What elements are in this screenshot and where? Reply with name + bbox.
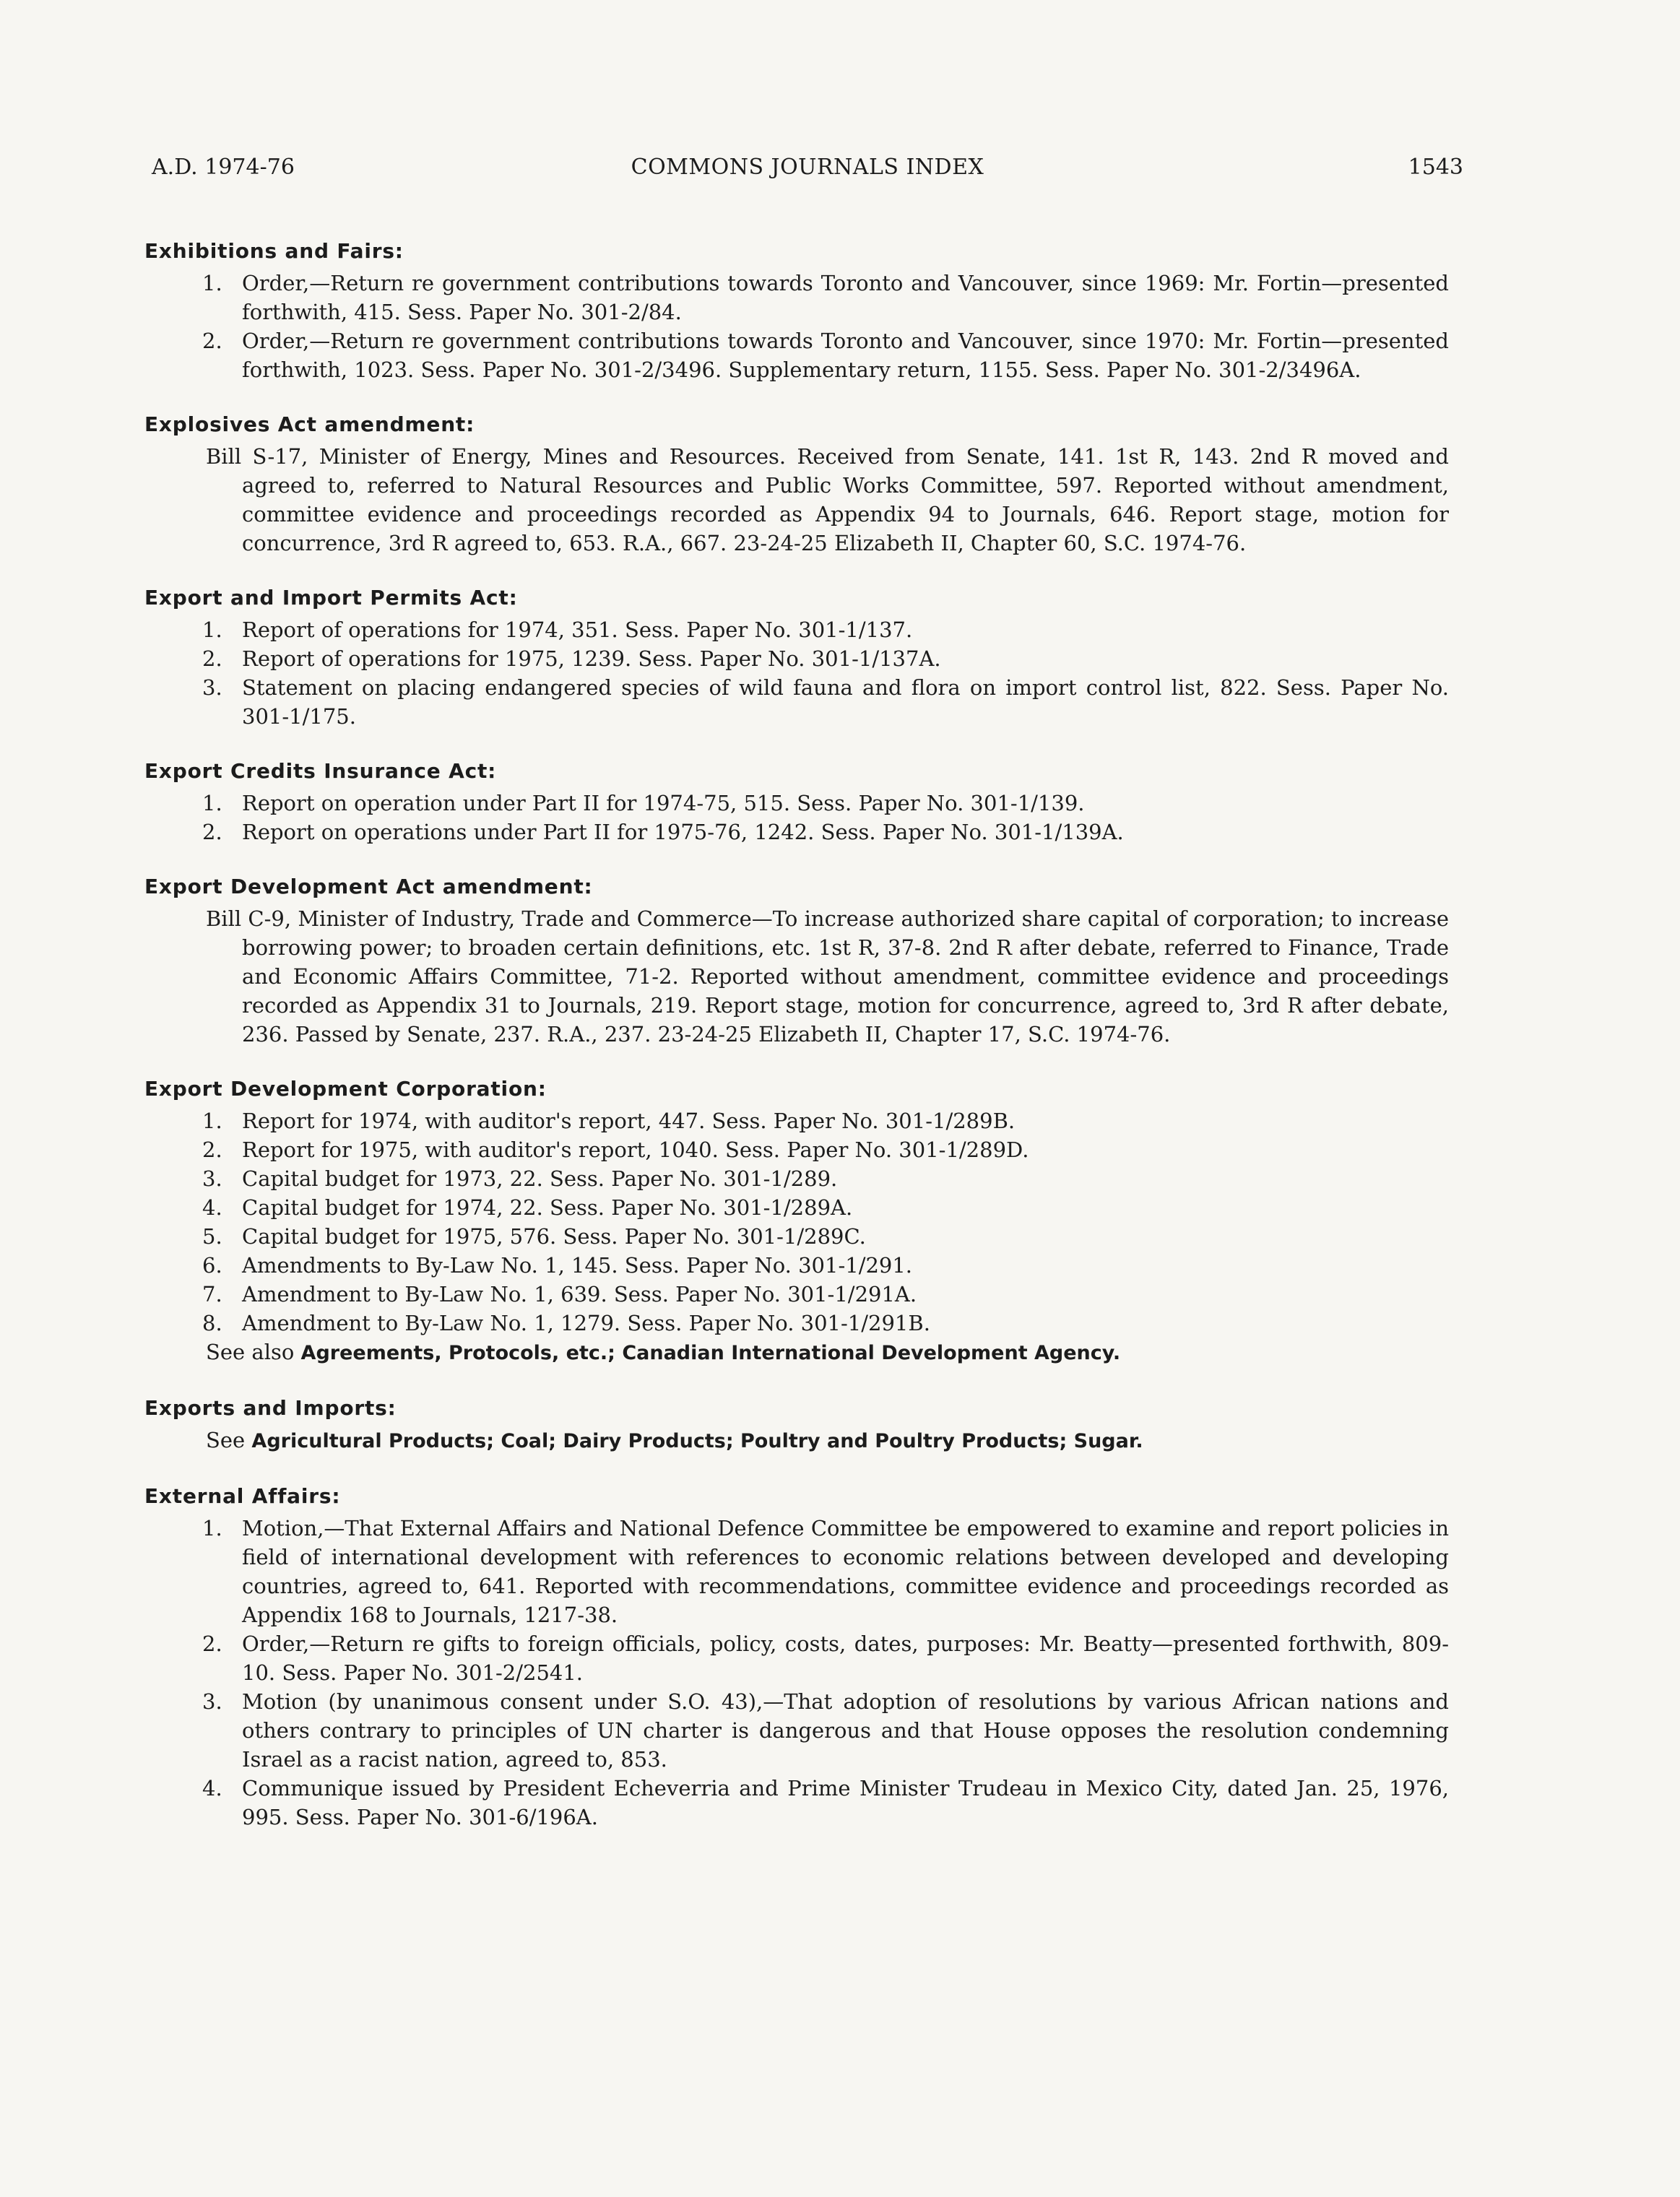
item-text: Order,—Return re government contributions towards Toronto and Vancouver, since 1969: Mr. Fortin—presented forthwith, 415. Sess. Paper No. 301-2/84. [242,271,1449,324]
index-content [144,237,1449,1858]
list-item [144,644,1449,673]
item-text: Capital budget for 1974, 22. Sess. Paper No. 301-1/289A. [242,1195,853,1220]
list-item [144,326,1449,384]
list-item [144,789,1449,818]
entry-heading: Export and Import Permits Act: [144,586,518,610]
list-item [144,1774,1449,1832]
list-item [144,818,1449,846]
item-number: 2. [202,329,222,353]
index-entry-export-import-permits [144,584,1449,731]
item-text: Report on operations under Part II for 1975-76, 1242. Sess. Paper No. 301-1/139A. [242,820,1124,844]
item-text: Report of operations for 1975, 1239. Sess. Paper No. 301-1/137A. [242,646,941,671]
item-text: Order,—Return re government contributions towards Toronto and Vancouver, since 1970: Mr. Fortin—presented forthwith, 1023. Sess. Paper No. 301-2/3496. Supplementary return, 1155. Sess. Paper No. 301-2/3496A. [242,329,1449,382]
item-number: 8. [202,1311,222,1335]
index-entry-explosives [144,410,1449,558]
item-number: 1. [202,618,222,642]
list-item [144,1222,1449,1251]
list-item [144,673,1449,731]
list-item [144,1687,1449,1774]
item-text: Capital budget for 1975, 576. Sess. Paper No. 301-1/289C. [242,1224,866,1249]
running-head [152,155,1463,191]
list-item [144,1629,1449,1687]
page-number: 1543 [1408,155,1463,180]
item-text: Motion (by unanimous consent under S.O. 43),—That adoption of resolutions by various African nations and others contrary to principles of UN charter is dangerous and that House opposes the resolution condemning Israel as a racist nation, agreed to, 853. [242,1689,1449,1772]
item-text: Order,—Return re gifts to foreign officials, policy, costs, dates, purposes: Mr. Beatty—presented forthwith, 809-10. Sess. Paper No. 301-2/2541. [242,1632,1449,1685]
list-item [144,1135,1449,1164]
header-date-range: A.D. 1974-76 [152,155,295,180]
item-text: Capital budget for 1973, 22. Sess. Paper No. 301-1/289. [242,1166,838,1191]
list-item [144,1514,1449,1629]
see-prefix: See also [206,1340,295,1364]
item-number: 3. [202,1689,222,1714]
entry-heading: Explosives Act amendment: [144,412,475,436]
item-number: 1. [202,1516,222,1540]
item-number: 4. [202,1776,222,1800]
list-item [144,1280,1449,1309]
cross-references: Agreements, Protocols, etc.; Canadian International Development Agency. [300,1342,1121,1364]
item-number: 3. [202,675,222,700]
see-also-reference [144,1338,1449,1368]
item-text: Report of operations for 1974, 351. Sess. Paper No. 301-1/137. [242,618,913,642]
see-prefix: See [206,1428,246,1452]
entry-heading: Export Development Act amendment: [144,875,593,898]
list-item [144,1164,1449,1193]
index-entry-external-affairs [144,1482,1449,1832]
list-item [144,1106,1449,1135]
entry-heading: Exports and Imports: [144,1396,397,1420]
cross-references: Agricultural Products; Coal; Dairy Products; Poultry and Poultry Products; Sugar. [251,1430,1143,1452]
item-number: 2. [202,1632,222,1656]
item-number: 1. [202,1109,222,1133]
item-number: 2. [202,820,222,844]
index-entry-exhibitions [144,237,1449,384]
item-text: Report for 1974, with auditor's report, 447. Sess. Paper No. 301-1/289B. [242,1109,1016,1133]
item-number: 6. [202,1253,222,1278]
entry-heading: Export Credits Insurance Act: [144,759,497,783]
list-item [144,269,1449,326]
see-reference [144,1426,1449,1456]
item-text: Motion,—That External Affairs and National Defence Committee be empowered to examine and report policies in field of international development with references to economic relations between developed and developing countries, agreed to, 641. Reported with recommendations, committee evidence and proceedings recorded as Appendix 168 to Journals, 1217-38. [242,1516,1449,1627]
item-number: 5. [202,1224,222,1249]
item-text: Statement on placing endangered species of wild fauna and flora on import control list, 822. Sess. Paper No. 301-1/175. [242,675,1449,729]
item-number: 3. [202,1166,222,1191]
list-item [144,1251,1449,1280]
entry-paragraph: Bill C-9, Minister of Industry, Trade and Commerce—To increase authorized share capital of corporation; to increase borrowing power; to broaden certain definitions, etc. 1st R, 37-8. 2nd R after debate, referred to Finance, Trade and Economic Affairs Committee, 71-2. Reported without amendment, committee evidence and proceedings recorded as Appendix 31 to Journals, 219. Report stage, motion for concurrence, agreed to, 3rd R after debate, 236. Passed by Senate, 237. R.A., 237. 23-24-25 Elizabeth II, Chapter 17, S.C. 1974-76. [206,906,1449,1046]
index-entry-export-development-act [144,872,1449,1049]
item-number: 1. [202,791,222,815]
header-title: COMMONS JOURNALS INDEX [631,155,984,180]
entry-paragraph: Bill S-17, Minister of Energy, Mines and Resources. Received from Senate, 141. 1st R, 143. 2nd R moved and agreed to, referred to Natural Resources and Public Works Committee, 597. Reported without amendment, committee evidence and proceedings recorded as Appendix 94 to Journals, 646. Report stage, motion for concurrence, 3rd R agreed to, 653. R.A., 667. 23-24-25 Elizabeth II, Chapter 60, S.C. 1974-76. [206,444,1449,555]
entry-heading: External Affairs: [144,1484,341,1508]
list-item [144,615,1449,644]
index-entry-exports-imports [144,1394,1449,1456]
item-text: Amendment to By-Law No. 1, 639. Sess. Paper No. 301-1/291A. [242,1282,917,1306]
item-number: 2. [202,1138,222,1162]
entry-heading: Export Development Corporation: [144,1077,547,1101]
item-number: 1. [202,271,222,295]
item-text: Communique issued by President Echeverria and Prime Minister Trudeau in Mexico City, dated Jan. 25, 1976, 995. Sess. Paper No. 301-6/196A. [242,1776,1449,1829]
index-entry-export-credits [144,757,1449,846]
list-item [144,1309,1449,1338]
entry-heading: Exhibitions and Fairs: [144,239,404,263]
list-item [144,1193,1449,1222]
item-text: Report for 1975, with auditor's report, 1040. Sess. Paper No. 301-1/289D. [242,1138,1029,1162]
item-text: Amendment to By-Law No. 1, 1279. Sess. Paper No. 301-1/291B. [242,1311,930,1335]
index-entry-export-development-corp [144,1075,1449,1368]
item-number: 4. [202,1195,222,1220]
item-number: 2. [202,646,222,671]
item-text: Report on operation under Part II for 1974-75, 515. Sess. Paper No. 301-1/139. [242,791,1085,815]
item-number: 7. [202,1282,222,1306]
item-text: Amendments to By-Law No. 1, 145. Sess. Paper No. 301-1/291. [242,1253,913,1278]
